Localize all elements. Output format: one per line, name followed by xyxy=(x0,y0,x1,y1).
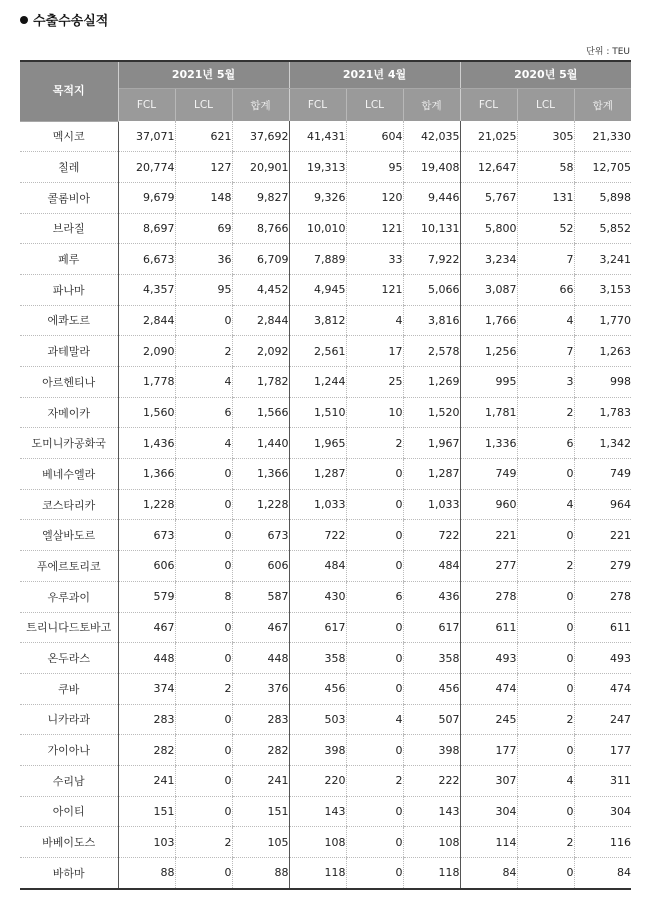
total-value-cell: 241 xyxy=(232,765,289,796)
lcl-value-cell: 4 xyxy=(175,428,232,459)
lcl-value-cell: 95 xyxy=(175,274,232,305)
unit-label: 단위 : TEU xyxy=(586,47,630,57)
fcl-value-cell: 177 xyxy=(460,735,517,766)
lcl-value-cell: 0 xyxy=(346,673,403,704)
total-value-cell: 1,783 xyxy=(574,397,631,428)
lcl-header: LCL xyxy=(517,89,574,122)
table-row xyxy=(20,581,631,612)
total-value-cell: 6,709 xyxy=(232,244,289,275)
lcl-value-cell: 6 xyxy=(175,397,232,428)
lcl-value-cell: 0 xyxy=(517,796,574,827)
total-value-cell: 9,827 xyxy=(232,182,289,213)
total-value-cell: 247 xyxy=(574,704,631,735)
lcl-value-cell: 0 xyxy=(175,459,232,490)
total-value-cell: 749 xyxy=(574,459,631,490)
destination-cell: 도미니카공화국 xyxy=(20,428,118,459)
lcl-value-cell: 4 xyxy=(175,367,232,398)
lcl-value-cell: 0 xyxy=(346,858,403,889)
fcl-value-cell: 5,800 xyxy=(460,213,517,244)
lcl-value-cell: 131 xyxy=(517,182,574,213)
lcl-header: LCL xyxy=(175,89,232,122)
total-value-cell: 5,898 xyxy=(574,182,631,213)
fcl-value-cell: 20,774 xyxy=(118,152,175,183)
section-title-text: 수출수송실적 xyxy=(33,14,109,29)
lcl-value-cell: 120 xyxy=(346,182,403,213)
lcl-value-cell: 127 xyxy=(175,152,232,183)
total-value-cell: 278 xyxy=(574,581,631,612)
fcl-value-cell: 114 xyxy=(460,827,517,858)
fcl-value-cell: 374 xyxy=(118,673,175,704)
lcl-value-cell: 0 xyxy=(175,796,232,827)
fcl-value-cell: 220 xyxy=(289,765,346,796)
fcl-value-cell: 103 xyxy=(118,827,175,858)
fcl-value-cell: 151 xyxy=(118,796,175,827)
lcl-value-cell: 2 xyxy=(175,336,232,367)
lcl-value-cell: 305 xyxy=(517,121,574,152)
fcl-value-cell: 673 xyxy=(118,520,175,551)
destination-cell: 푸에르토리코 xyxy=(20,551,118,582)
table-row xyxy=(20,704,631,735)
table-row xyxy=(20,428,631,459)
table-top-rule xyxy=(20,60,631,62)
total-value-cell: 4,452 xyxy=(232,274,289,305)
lcl-value-cell: 0 xyxy=(517,673,574,704)
fcl-value-cell: 749 xyxy=(460,459,517,490)
total-value-cell: 3,816 xyxy=(403,305,460,336)
fcl-value-cell: 1,510 xyxy=(289,397,346,428)
table-row xyxy=(20,336,631,367)
table-row xyxy=(20,182,631,213)
lcl-value-cell: 2 xyxy=(346,428,403,459)
total-value-cell: 177 xyxy=(574,735,631,766)
total-value-cell: 376 xyxy=(232,673,289,704)
lcl-value-cell: 33 xyxy=(346,244,403,275)
total-value-cell: 1,566 xyxy=(232,397,289,428)
fcl-value-cell: 474 xyxy=(460,673,517,704)
fcl-value-cell: 88 xyxy=(118,858,175,889)
fcl-value-cell: 1,256 xyxy=(460,336,517,367)
total-header: 합계 xyxy=(232,89,289,122)
destination-cell: 멕시코 xyxy=(20,121,118,152)
lcl-value-cell: 604 xyxy=(346,121,403,152)
lcl-value-cell: 2 xyxy=(517,827,574,858)
total-value-cell: 722 xyxy=(403,520,460,551)
fcl-value-cell: 1,436 xyxy=(118,428,175,459)
destination-cell: 온두라스 xyxy=(20,643,118,674)
table-row xyxy=(20,213,631,244)
total-value-cell: 1,366 xyxy=(232,459,289,490)
fcl-value-cell: 41,431 xyxy=(289,121,346,152)
lcl-value-cell: 621 xyxy=(175,121,232,152)
total-header: 합계 xyxy=(403,89,460,122)
period-header: 2021년 4월 xyxy=(289,60,460,89)
fcl-value-cell: 118 xyxy=(289,858,346,889)
table-row xyxy=(20,305,631,336)
fcl-value-cell: 37,071 xyxy=(118,121,175,152)
lcl-value-cell: 7 xyxy=(517,336,574,367)
total-value-cell: 5,852 xyxy=(574,213,631,244)
total-value-cell: 5,066 xyxy=(403,274,460,305)
fcl-value-cell: 611 xyxy=(460,612,517,643)
lcl-value-cell: 2 xyxy=(517,704,574,735)
total-value-cell: 118 xyxy=(403,858,460,889)
table-row xyxy=(20,152,631,183)
lcl-value-cell: 0 xyxy=(346,551,403,582)
lcl-value-cell: 66 xyxy=(517,274,574,305)
lcl-value-cell: 0 xyxy=(346,612,403,643)
fcl-header: FCL xyxy=(460,89,517,122)
table-row xyxy=(20,244,631,275)
total-value-cell: 19,408 xyxy=(403,152,460,183)
lcl-value-cell: 121 xyxy=(346,213,403,244)
fcl-value-cell: 6,673 xyxy=(118,244,175,275)
fcl-value-cell: 241 xyxy=(118,765,175,796)
lcl-value-cell: 0 xyxy=(175,765,232,796)
fcl-value-cell: 503 xyxy=(289,704,346,735)
lcl-value-cell: 0 xyxy=(175,858,232,889)
destination-cell: 과테말라 xyxy=(20,336,118,367)
total-value-cell: 279 xyxy=(574,551,631,582)
fcl-value-cell: 307 xyxy=(460,765,517,796)
total-value-cell: 998 xyxy=(574,367,631,398)
destination-cell: 니카라과 xyxy=(20,704,118,735)
total-value-cell: 673 xyxy=(232,520,289,551)
fcl-value-cell: 2,561 xyxy=(289,336,346,367)
total-value-cell: 1,770 xyxy=(574,305,631,336)
fcl-value-cell: 9,679 xyxy=(118,182,175,213)
lcl-value-cell: 58 xyxy=(517,152,574,183)
destination-cell: 아이티 xyxy=(20,796,118,827)
total-value-cell: 2,578 xyxy=(403,336,460,367)
total-value-cell: 7,922 xyxy=(403,244,460,275)
destination-cell: 트리니다드토바고 xyxy=(20,612,118,643)
destination-cell: 수리남 xyxy=(20,765,118,796)
lcl-value-cell: 121 xyxy=(346,274,403,305)
lcl-value-cell: 0 xyxy=(517,858,574,889)
destination-cell: 우루과이 xyxy=(20,581,118,612)
fcl-value-cell: 84 xyxy=(460,858,517,889)
lcl-value-cell: 0 xyxy=(175,612,232,643)
total-value-cell: 84 xyxy=(574,858,631,889)
lcl-value-cell: 0 xyxy=(175,520,232,551)
fcl-value-cell: 606 xyxy=(118,551,175,582)
fcl-value-cell: 1,228 xyxy=(118,489,175,520)
fcl-value-cell: 493 xyxy=(460,643,517,674)
total-value-cell: 964 xyxy=(574,489,631,520)
fcl-value-cell: 960 xyxy=(460,489,517,520)
fcl-value-cell: 617 xyxy=(289,612,346,643)
lcl-value-cell: 0 xyxy=(517,520,574,551)
lcl-value-cell: 95 xyxy=(346,152,403,183)
lcl-value-cell: 148 xyxy=(175,182,232,213)
fcl-value-cell: 1,336 xyxy=(460,428,517,459)
lcl-value-cell: 0 xyxy=(346,520,403,551)
total-value-cell: 20,901 xyxy=(232,152,289,183)
total-value-cell: 311 xyxy=(574,765,631,796)
lcl-value-cell: 2 xyxy=(517,397,574,428)
total-value-cell: 8,766 xyxy=(232,213,289,244)
destination-header: 목적지 xyxy=(20,60,118,121)
fcl-value-cell: 5,767 xyxy=(460,182,517,213)
total-value-cell: 448 xyxy=(232,643,289,674)
lcl-value-cell: 0 xyxy=(517,735,574,766)
lcl-value-cell: 0 xyxy=(346,643,403,674)
total-value-cell: 105 xyxy=(232,827,289,858)
total-value-cell: 88 xyxy=(232,858,289,889)
total-value-cell: 3,153 xyxy=(574,274,631,305)
total-value-cell: 484 xyxy=(403,551,460,582)
total-value-cell: 507 xyxy=(403,704,460,735)
lcl-value-cell: 0 xyxy=(517,459,574,490)
lcl-value-cell: 7 xyxy=(517,244,574,275)
destination-cell: 쿠바 xyxy=(20,673,118,704)
total-value-cell: 108 xyxy=(403,827,460,858)
total-value-cell: 1,782 xyxy=(232,367,289,398)
total-value-cell: 37,692 xyxy=(232,121,289,152)
total-value-cell: 10,131 xyxy=(403,213,460,244)
table-body xyxy=(20,121,631,889)
total-value-cell: 1,263 xyxy=(574,336,631,367)
fcl-value-cell: 579 xyxy=(118,581,175,612)
fcl-value-cell: 108 xyxy=(289,827,346,858)
total-header: 합계 xyxy=(574,89,631,122)
total-value-cell: 1,440 xyxy=(232,428,289,459)
destination-cell: 바베이도스 xyxy=(20,827,118,858)
table-row xyxy=(20,520,631,551)
lcl-value-cell: 3 xyxy=(517,367,574,398)
lcl-value-cell: 4 xyxy=(517,489,574,520)
total-value-cell: 3,241 xyxy=(574,244,631,275)
total-value-cell: 2,092 xyxy=(232,336,289,367)
total-value-cell: 1,269 xyxy=(403,367,460,398)
fcl-value-cell: 3,812 xyxy=(289,305,346,336)
destination-cell: 페루 xyxy=(20,244,118,275)
lcl-value-cell: 6 xyxy=(517,428,574,459)
lcl-value-cell: 0 xyxy=(346,489,403,520)
lcl-value-cell: 17 xyxy=(346,336,403,367)
lcl-value-cell: 0 xyxy=(346,459,403,490)
table-row xyxy=(20,765,631,796)
destination-cell: 아르헨티나 xyxy=(20,367,118,398)
destination-cell: 코스타리카 xyxy=(20,489,118,520)
lcl-value-cell: 0 xyxy=(175,489,232,520)
total-value-cell: 436 xyxy=(403,581,460,612)
total-value-cell: 42,035 xyxy=(403,121,460,152)
fcl-value-cell: 430 xyxy=(289,581,346,612)
fcl-value-cell: 9,326 xyxy=(289,182,346,213)
total-value-cell: 1,228 xyxy=(232,489,289,520)
total-value-cell: 474 xyxy=(574,673,631,704)
fcl-value-cell: 283 xyxy=(118,704,175,735)
fcl-value-cell: 278 xyxy=(460,581,517,612)
lcl-value-cell: 0 xyxy=(175,305,232,336)
destination-cell: 자메이카 xyxy=(20,397,118,428)
lcl-value-cell: 4 xyxy=(517,305,574,336)
total-value-cell: 587 xyxy=(232,581,289,612)
fcl-value-cell: 995 xyxy=(460,367,517,398)
table-row xyxy=(20,274,631,305)
lcl-value-cell: 25 xyxy=(346,367,403,398)
fcl-value-cell: 1,781 xyxy=(460,397,517,428)
lcl-value-cell: 69 xyxy=(175,213,232,244)
fcl-value-cell: 1,778 xyxy=(118,367,175,398)
fcl-value-cell: 1,560 xyxy=(118,397,175,428)
lcl-value-cell: 0 xyxy=(175,643,232,674)
total-value-cell: 222 xyxy=(403,765,460,796)
fcl-value-cell: 398 xyxy=(289,735,346,766)
lcl-value-cell: 36 xyxy=(175,244,232,275)
total-value-cell: 283 xyxy=(232,704,289,735)
table-row xyxy=(20,796,631,827)
lcl-value-cell: 4 xyxy=(346,704,403,735)
fcl-value-cell: 3,234 xyxy=(460,244,517,275)
destination-cell: 콜롬비아 xyxy=(20,182,118,213)
total-value-cell: 456 xyxy=(403,673,460,704)
total-value-cell: 1,342 xyxy=(574,428,631,459)
total-value-cell: 12,705 xyxy=(574,152,631,183)
fcl-value-cell: 277 xyxy=(460,551,517,582)
total-value-cell: 358 xyxy=(403,643,460,674)
total-value-cell: 1,287 xyxy=(403,459,460,490)
fcl-value-cell: 282 xyxy=(118,735,175,766)
total-value-cell: 21,330 xyxy=(574,121,631,152)
fcl-value-cell: 12,647 xyxy=(460,152,517,183)
table-row xyxy=(20,612,631,643)
lcl-value-cell: 8 xyxy=(175,581,232,612)
section-title xyxy=(20,10,108,29)
lcl-value-cell: 0 xyxy=(346,735,403,766)
total-value-cell: 1,033 xyxy=(403,489,460,520)
total-value-cell: 606 xyxy=(232,551,289,582)
lcl-value-cell: 0 xyxy=(517,643,574,674)
total-value-cell: 398 xyxy=(403,735,460,766)
lcl-value-cell: 0 xyxy=(346,827,403,858)
total-value-cell: 1,967 xyxy=(403,428,460,459)
destination-cell: 파나마 xyxy=(20,274,118,305)
fcl-value-cell: 3,087 xyxy=(460,274,517,305)
total-value-cell: 1,520 xyxy=(403,397,460,428)
fcl-value-cell: 21,025 xyxy=(460,121,517,152)
table-row xyxy=(20,121,631,152)
bullet-icon xyxy=(20,16,28,24)
table-row xyxy=(20,735,631,766)
total-value-cell: 151 xyxy=(232,796,289,827)
fcl-value-cell: 722 xyxy=(289,520,346,551)
destination-cell: 베네수엘라 xyxy=(20,459,118,490)
table-row xyxy=(20,551,631,582)
fcl-value-cell: 1,033 xyxy=(289,489,346,520)
total-value-cell: 282 xyxy=(232,735,289,766)
fcl-header: FCL xyxy=(289,89,346,122)
fcl-value-cell: 1,244 xyxy=(289,367,346,398)
lcl-value-cell: 0 xyxy=(517,581,574,612)
total-value-cell: 9,446 xyxy=(403,182,460,213)
fcl-value-cell: 4,945 xyxy=(289,274,346,305)
total-value-cell: 2,844 xyxy=(232,305,289,336)
lcl-value-cell: 2 xyxy=(175,827,232,858)
fcl-value-cell: 1,366 xyxy=(118,459,175,490)
table-row xyxy=(20,397,631,428)
total-value-cell: 611 xyxy=(574,612,631,643)
total-value-cell: 143 xyxy=(403,796,460,827)
fcl-value-cell: 245 xyxy=(460,704,517,735)
lcl-value-cell: 4 xyxy=(517,765,574,796)
lcl-value-cell: 0 xyxy=(175,551,232,582)
total-value-cell: 617 xyxy=(403,612,460,643)
destination-cell: 가이아나 xyxy=(20,735,118,766)
lcl-header: LCL xyxy=(346,89,403,122)
lcl-value-cell: 4 xyxy=(346,305,403,336)
fcl-value-cell: 456 xyxy=(289,673,346,704)
lcl-value-cell: 0 xyxy=(175,704,232,735)
fcl-value-cell: 2,844 xyxy=(118,305,175,336)
fcl-value-cell: 8,697 xyxy=(118,213,175,244)
period-header: 2020년 5월 xyxy=(460,60,631,89)
fcl-value-cell: 2,090 xyxy=(118,336,175,367)
lcl-value-cell: 0 xyxy=(346,796,403,827)
export-transport-table xyxy=(20,60,631,890)
fcl-value-cell: 1,965 xyxy=(289,428,346,459)
total-value-cell: 221 xyxy=(574,520,631,551)
fcl-header: FCL xyxy=(118,89,175,122)
fcl-value-cell: 19,313 xyxy=(289,152,346,183)
lcl-value-cell: 0 xyxy=(175,735,232,766)
fcl-value-cell: 304 xyxy=(460,796,517,827)
destination-cell: 엘살바도르 xyxy=(20,520,118,551)
fcl-value-cell: 1,766 xyxy=(460,305,517,336)
destination-cell: 브라질 xyxy=(20,213,118,244)
destination-cell: 바하마 xyxy=(20,858,118,889)
fcl-value-cell: 10,010 xyxy=(289,213,346,244)
destination-cell: 칠레 xyxy=(20,152,118,183)
fcl-value-cell: 358 xyxy=(289,643,346,674)
lcl-value-cell: 2 xyxy=(517,551,574,582)
lcl-value-cell: 6 xyxy=(346,581,403,612)
table-row xyxy=(20,367,631,398)
lcl-value-cell: 52 xyxy=(517,213,574,244)
destination-cell: 에콰도르 xyxy=(20,305,118,336)
lcl-value-cell: 2 xyxy=(346,765,403,796)
table-row xyxy=(20,643,631,674)
lcl-value-cell: 2 xyxy=(175,673,232,704)
table-row xyxy=(20,489,631,520)
fcl-value-cell: 4,357 xyxy=(118,274,175,305)
fcl-value-cell: 484 xyxy=(289,551,346,582)
fcl-value-cell: 467 xyxy=(118,612,175,643)
lcl-value-cell: 0 xyxy=(517,612,574,643)
total-value-cell: 116 xyxy=(574,827,631,858)
total-value-cell: 493 xyxy=(574,643,631,674)
table-row xyxy=(20,827,631,858)
fcl-value-cell: 7,889 xyxy=(289,244,346,275)
period-header: 2021년 5월 xyxy=(118,60,289,89)
table-row xyxy=(20,673,631,704)
lcl-value-cell: 10 xyxy=(346,397,403,428)
fcl-value-cell: 143 xyxy=(289,796,346,827)
total-value-cell: 467 xyxy=(232,612,289,643)
table-row xyxy=(20,459,631,490)
total-value-cell: 304 xyxy=(574,796,631,827)
fcl-value-cell: 221 xyxy=(460,520,517,551)
table-row xyxy=(20,858,631,889)
fcl-value-cell: 448 xyxy=(118,643,175,674)
fcl-value-cell: 1,287 xyxy=(289,459,346,490)
